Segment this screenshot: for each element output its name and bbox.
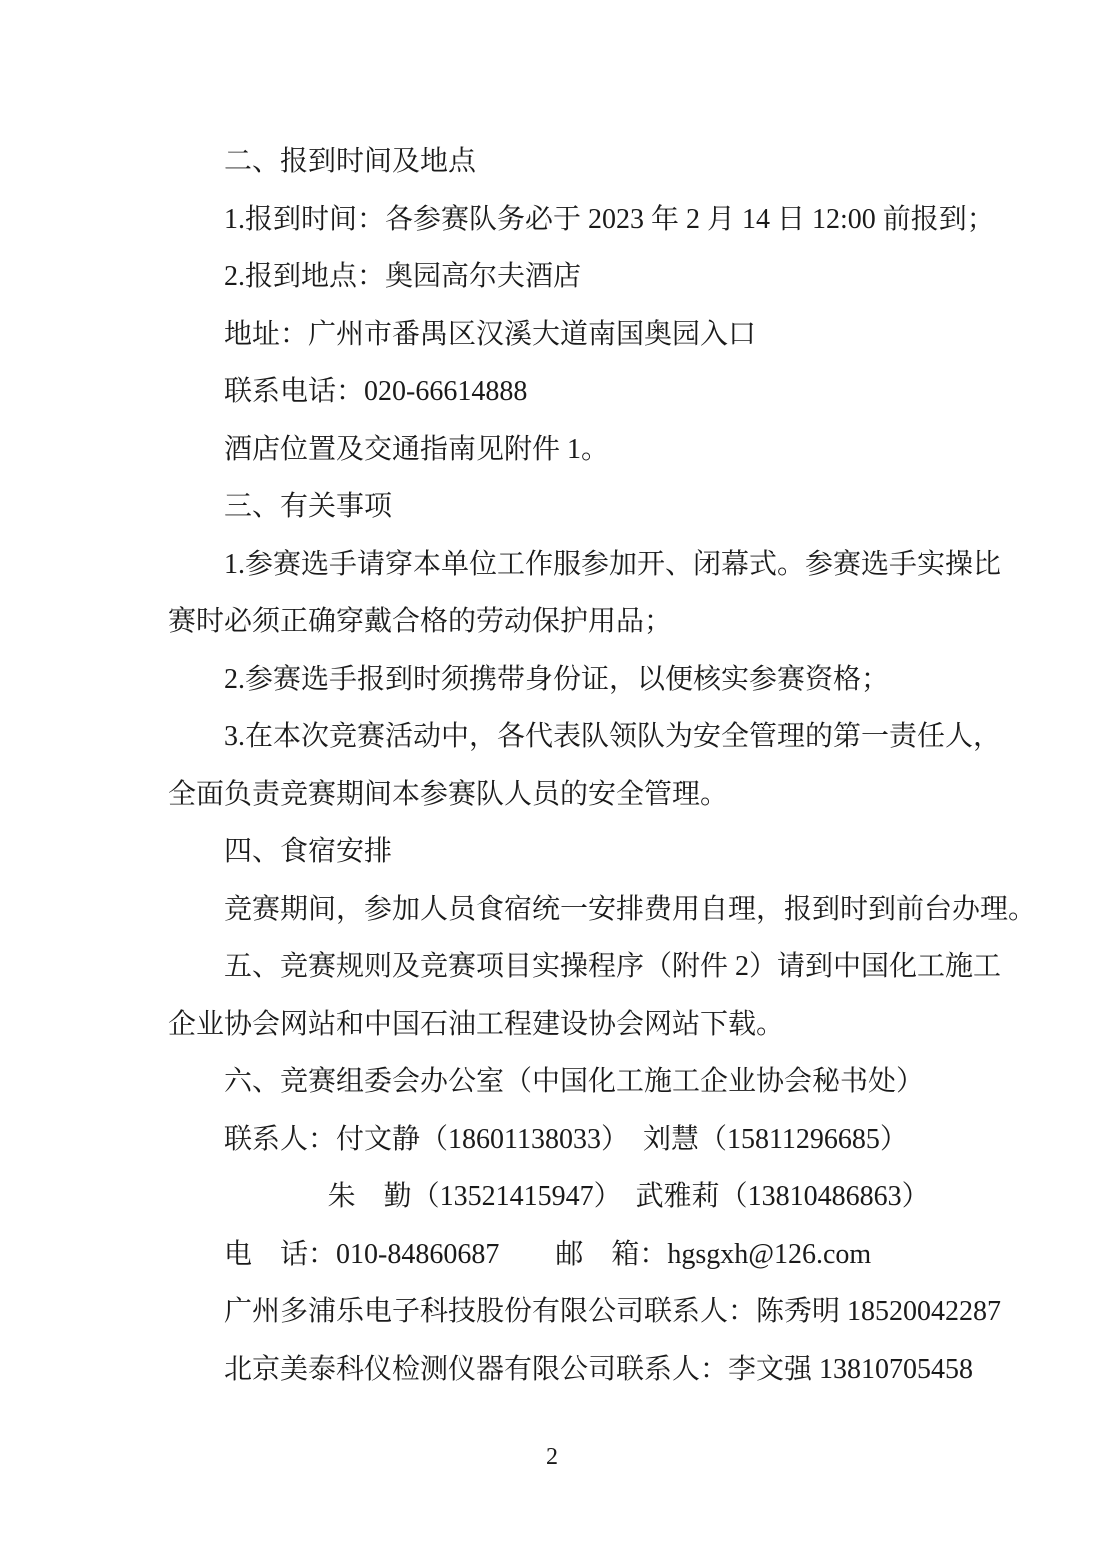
document-line: 四、食宿安排 [224,836,393,867]
document-line: 酒店位置及交通指南见附件 1。 [224,433,610,465]
document-line: 2.报到地点：奥园高尔夫酒店 [224,261,582,292]
document-line: 三、有关事项 [224,491,393,522]
document-line: 二、报到时间及地点 [224,146,477,177]
document-line: 北京美泰科仪检测仪器有限公司联系人：李文强 13810705458 [224,1353,974,1385]
document-line: 电 话：010-84860687 邮 箱：hgsgxh@126.com [224,1238,872,1270]
document-line: 赛时必须正确穿戴合格的劳动保护用品； [168,606,673,637]
document-line: 1.参赛选手请穿本单位工作服参加开、闭幕式。参赛选手实操比 [224,548,1002,580]
page-number: 2 [546,1444,558,1470]
document-line: 六、竞赛组委会办公室（中国化工施工企业协会秘书处） [224,1066,925,1097]
document-line: 企业协会网站和中国石油工程建设协会网站下载。 [168,1008,785,1040]
document-line: 2.参赛选手报到时须携带身份证，以便核实参赛资格； [224,663,890,695]
document-line: 广州多浦乐电子科技股份有限公司联系人：陈秀明 18520042287 [224,1296,1002,1327]
document-line: 1.报到时间：各参赛队务必于 2023 年 2 月 14 日 12:00 前报到； [224,203,995,235]
document-body [168,133,1037,1398]
document-line: 五、竞赛规则及竞赛项目实操程序（附件 2）请到中国化工施工 [224,951,1002,982]
document-line: 联系人：付文静（18601138033） 刘慧（15811296685） [224,1123,908,1155]
document-line: 全面负责竞赛期间本参赛队人员的安全管理。 [168,778,729,810]
document-line: 地址：广州市番禺区汉溪大道南国奥园入口 [224,318,757,350]
document-line: 3.在本次竞赛活动中，各代表队领队为安全管理的第一责任人， [224,721,1002,752]
document-line: 竞赛期间，参加人员食宿统一安排费用自理，报到时到前台办理。 [224,893,1037,925]
document-line: 联系电话：020-66614888 [224,376,528,407]
document-line: 朱 勤（13521415947） 武雅莉（13810486863） [327,1181,930,1212]
